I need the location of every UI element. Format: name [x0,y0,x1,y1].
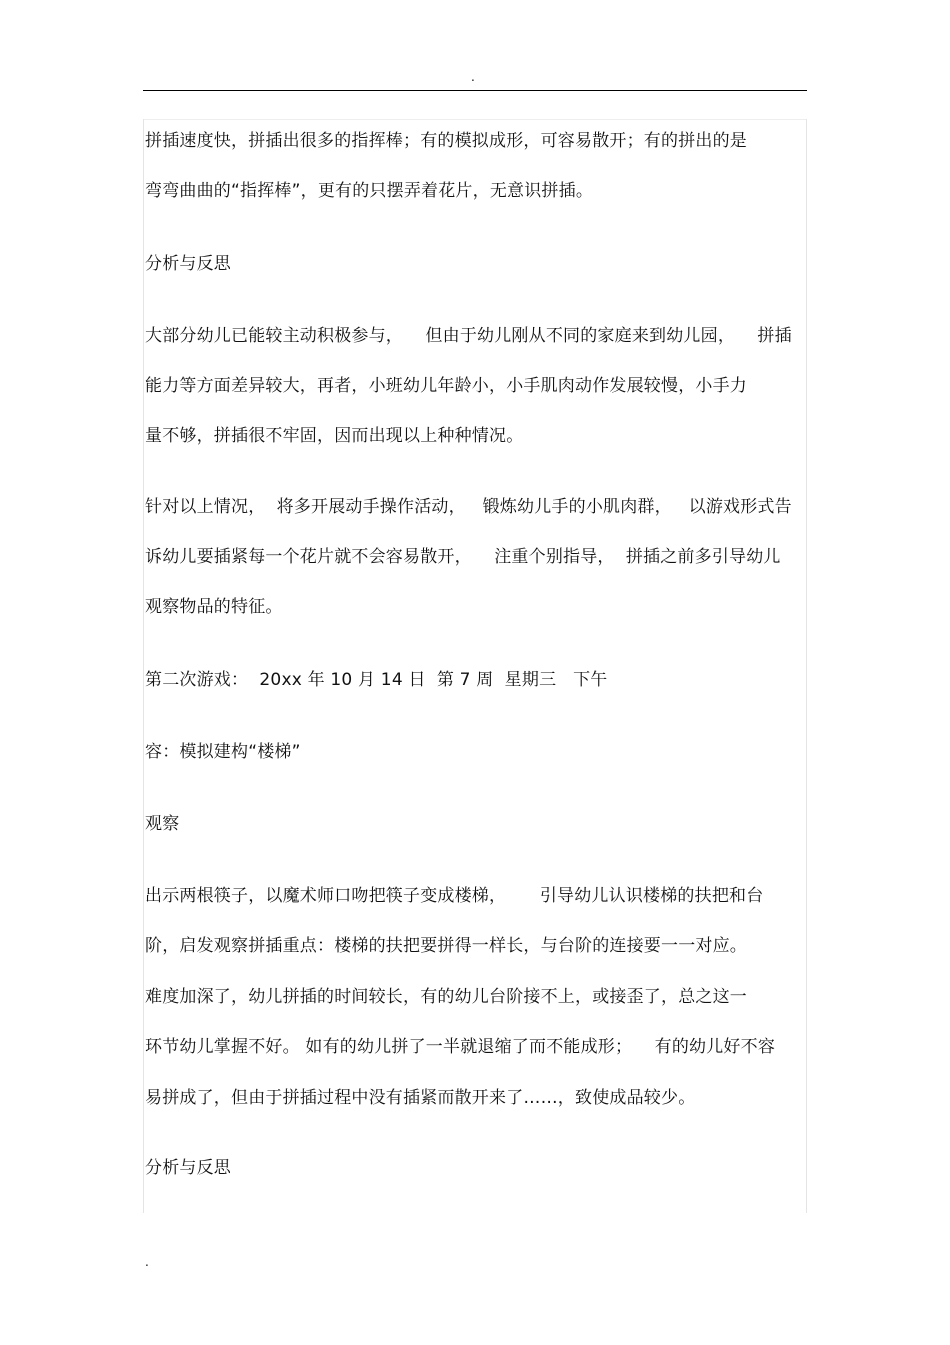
text-line: 能力等方面差异较大，再者，小班幼儿年龄小，小手肌肉动作发展较慢，小手力 [145,376,747,396]
text-line: 针对以上情况， 将多开展动手操作活动， 锻炼幼儿手的小肌肉群， 以游戏形式告 [145,497,792,517]
text-line: 观察物品的特征。 [145,597,283,617]
text-line: 量不够，拼插很不牢固，因而出现以上种种情况。 [145,426,524,446]
header-rule [143,90,807,91]
section-heading: 观察 [145,814,180,834]
text-line: 拼插速度快，拼插出很多的指挥棒；有的模拟成形，可容易散开；有的拼出的是 [145,131,747,151]
page-frame-left [143,119,144,1213]
header-mark: . [471,70,475,84]
page-frame-top [143,119,807,120]
text-line: 难度加深了，幼儿拼插的时间较长，有的幼儿台阶接不上，或接歪了，总之这一 [145,987,747,1007]
text-line: 诉幼儿要插紧每一个花片就不会容易散开， 注重个别指导， 拼插之前多引导幼儿 [145,547,781,567]
section-heading: 分析与反思 [145,1158,231,1178]
text-line: 大部分幼儿已能较主动积极参与， 但由于幼儿刚从不同的家庭来到幼儿园， 拼插 [145,326,792,346]
text-line: 第二次游戏： 20xx 年 10 月 14 日 第 7 周 星期三 下午 [145,670,608,690]
text-line: 出示两根筷子，以魔术师口吻把筷子变成楼梯， 引导幼儿认识楼梯的扶把和台 [145,886,764,906]
text-line: 环节幼儿掌握不好。 如有的幼儿拼了一半就退缩了而不能成形； 有的幼儿好不容 [145,1037,776,1057]
footer-mark: . [145,1255,149,1269]
section-heading: 分析与反思 [145,254,231,274]
text-line: 阶，启发观察拼插重点：楼梯的扶把要拼得一样长，与台阶的连接要一一对应。 [145,936,747,956]
text-line: 容：模拟建构“楼梯” [145,742,301,762]
page-frame-right [806,119,807,1213]
text-line: 易拼成了，但由于拼插过程中没有插紧而散开来了……，致使成品较少。 [145,1088,696,1108]
text-line: 弯弯曲曲的“指挥棒”，更有的只摆弄着花片，无意识拼插。 [145,181,594,201]
